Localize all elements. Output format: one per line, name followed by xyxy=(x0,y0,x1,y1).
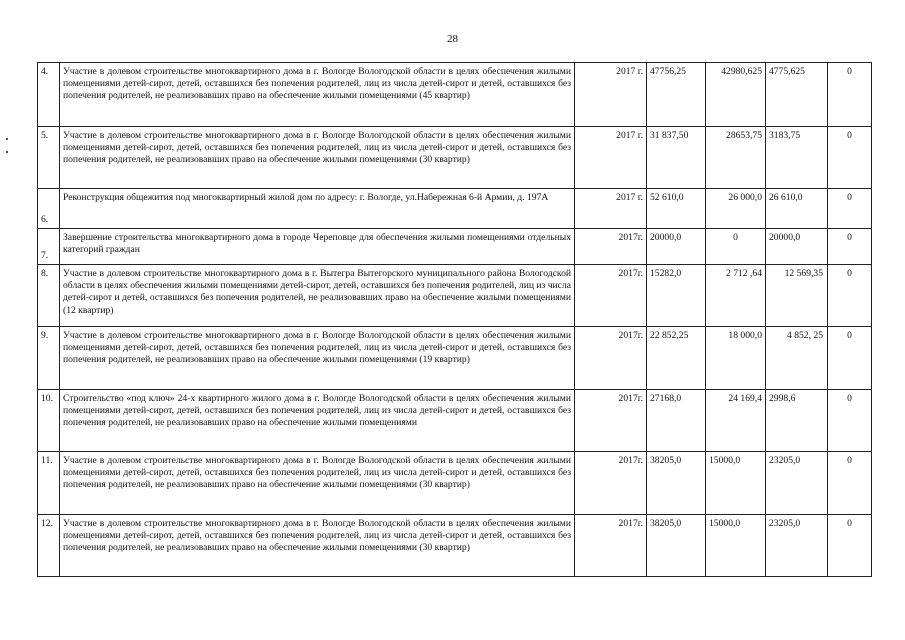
row-number: 11. xyxy=(38,452,60,515)
total-amount: 20000,0 xyxy=(647,229,706,265)
table-row xyxy=(38,229,872,265)
total-amount: 22 852,25 xyxy=(647,327,706,390)
margin-mark xyxy=(6,138,8,140)
row-number: 5. xyxy=(38,127,60,189)
regional-amount: 23205,0 xyxy=(766,452,828,515)
total-amount: 47756,25 xyxy=(647,63,706,127)
regional-amount: 20000,0 xyxy=(766,229,828,265)
table-row xyxy=(38,390,872,452)
regional-amount: 26 610,0 xyxy=(766,189,828,229)
total-amount: 38205,0 xyxy=(647,452,706,515)
project-year: 2017г. xyxy=(575,390,647,452)
project-description: Строительство «под ключ» 24-х квартирного жилого дома в г. Вологде Вологодской области в целях обеспечения жилыми помещениями детей-сирот, детей, оставшихся без попечения родителей, лиц из числа детей-сирот и детей, оставшихся без попечения родителей, не реализовавших право на обеспечение жилыми помещениями xyxy=(60,390,575,452)
project-year: 2017 г. xyxy=(575,127,647,189)
project-year: 2017 г. xyxy=(575,63,647,127)
other-amount: 0 xyxy=(828,63,872,127)
table-row xyxy=(38,452,872,515)
project-year: 2017 г. xyxy=(575,189,647,229)
table-row xyxy=(38,189,872,229)
row-number: 4. xyxy=(38,63,60,127)
other-amount: 0 xyxy=(828,189,872,229)
construction-projects-table xyxy=(37,62,872,577)
regional-amount: 12 569,35 xyxy=(766,265,828,327)
other-amount: 0 xyxy=(828,265,872,327)
other-amount: 0 xyxy=(828,515,872,577)
table-row xyxy=(38,63,872,127)
row-number: 6. xyxy=(38,189,60,229)
table-row xyxy=(38,327,872,390)
total-amount: 38205,0 xyxy=(647,515,706,577)
federal-amount: 24 169,4 xyxy=(706,390,766,452)
project-description: Участие в долевом строительстве многоквартирного дома в г. Вытегра Вытегорского муниципального района Вологодской области в целях обеспечения жилыми помещениями детей-сирот, детей, оставшихся без попечения родителей, лиц из числа детей-сирот и детей, оставшихся без попечения родителей, не реализовавших право на обеспечение жилыми помещениями (12 квартир) xyxy=(60,265,575,327)
federal-amount: 28653,75 xyxy=(706,127,766,189)
regional-amount: 23205,0 xyxy=(766,515,828,577)
federal-amount: 0 xyxy=(706,229,766,265)
federal-amount: 15000,0 xyxy=(706,515,766,577)
project-year: 2017г. xyxy=(575,265,647,327)
total-amount: 31 837,50 xyxy=(647,127,706,189)
federal-amount: 26 000,0 xyxy=(706,189,766,229)
project-year: 2017г. xyxy=(575,327,647,390)
project-year: 2017г. xyxy=(575,229,647,265)
other-amount: 0 xyxy=(828,452,872,515)
federal-amount: 42980,625 xyxy=(706,63,766,127)
margin-mark xyxy=(6,151,8,153)
project-year: 2017г. xyxy=(575,515,647,577)
total-amount: 27168,0 xyxy=(647,390,706,452)
other-amount: 0 xyxy=(828,229,872,265)
row-number: 8. xyxy=(38,265,60,327)
project-description: Участие в долевом строительстве многоквартирного дома в г. Вологде Вологодской области в целях обеспечения жилыми помещениями детей-сирот, детей, оставшихся без попечения родителей, лиц из числа детей-сирот и детей, оставшихся без попечения родителей, не реализовавших право на обеспечение жилыми помещениями (45 квартир) xyxy=(60,63,575,127)
regional-amount: 4775,625 xyxy=(766,63,828,127)
total-amount: 52 610,0 xyxy=(647,189,706,229)
project-description: Участие в долевом строительстве многоквартирного дома в г. Вологде Вологодской области в целях обеспечения жилыми помещениями детей-сирот, детей, оставшихся без попечения родителей, лиц из числа детей-сирот и детей, оставшихся без попечения родителей, не реализовавших право на обеспечение жилыми помещениями (30 квартир) xyxy=(60,515,575,577)
other-amount: 0 xyxy=(828,127,872,189)
other-amount: 0 xyxy=(828,327,872,390)
row-number: 9. xyxy=(38,327,60,390)
table-row xyxy=(38,127,872,189)
total-amount: 15282,0 xyxy=(647,265,706,327)
project-description: Участие в долевом строительстве многоквартирного дома в г. Вологде Вологодской области в целях обеспечения жилыми помещениями детей-сирот, детей, оставшихся без попечения родителей, лиц из числа детей-сирот и детей, оставшихся без попечения родителей, не реализовавших право на обеспечение жилыми помещениями (30 квартир) xyxy=(60,127,575,189)
row-number: 10. xyxy=(38,390,60,452)
federal-amount: 15000,0 xyxy=(706,452,766,515)
table-body xyxy=(38,63,872,577)
regional-amount: 4 852, 25 xyxy=(766,327,828,390)
federal-amount: 18 000,0 xyxy=(706,327,766,390)
regional-amount: 2998,6 xyxy=(766,390,828,452)
row-number: 12. xyxy=(38,515,60,577)
page-number: 28 xyxy=(447,33,458,45)
table-row xyxy=(38,265,872,327)
row-number: 7. xyxy=(38,229,60,265)
regional-amount: 3183,75 xyxy=(766,127,828,189)
project-description: Участие в долевом строительстве многоквартирного дома в г. Вологде Вологодской области в целях обеспечения жилыми помещениями детей-сирот, детей, оставшихся без попечения родителей, лиц из числа детей-сирот и детей, оставшихся без попечения родителей, не реализовавших право на обеспечение жилыми помещениями (30 квартир) xyxy=(60,452,575,515)
federal-amount: 2 712 ,64 xyxy=(706,265,766,327)
project-description: Завершение строительства многоквартирного дома в городе Череповце для обеспечения жилыми помещениями отдельных категорий граждан xyxy=(60,229,575,265)
project-description: Реконструкция общежития под многоквартирный жилой дом по адресу: г. Вологде, ул.Набережная 6-й Армии, д. 197А xyxy=(60,189,575,229)
other-amount: 0 xyxy=(828,390,872,452)
table-row xyxy=(38,515,872,577)
project-year: 2017г. xyxy=(575,452,647,515)
project-description: Участие в долевом строительстве многоквартирного дома в г. Вологде Вологодской области в целях обеспечения жилыми помещениями детей-сирот, детей, оставшихся без попечения родителей, лиц из числа детей-сирот и детей, оставшихся без попечения родителей, не реализовавших право на обеспечение жилыми помещениями (19 квартир) xyxy=(60,327,575,390)
